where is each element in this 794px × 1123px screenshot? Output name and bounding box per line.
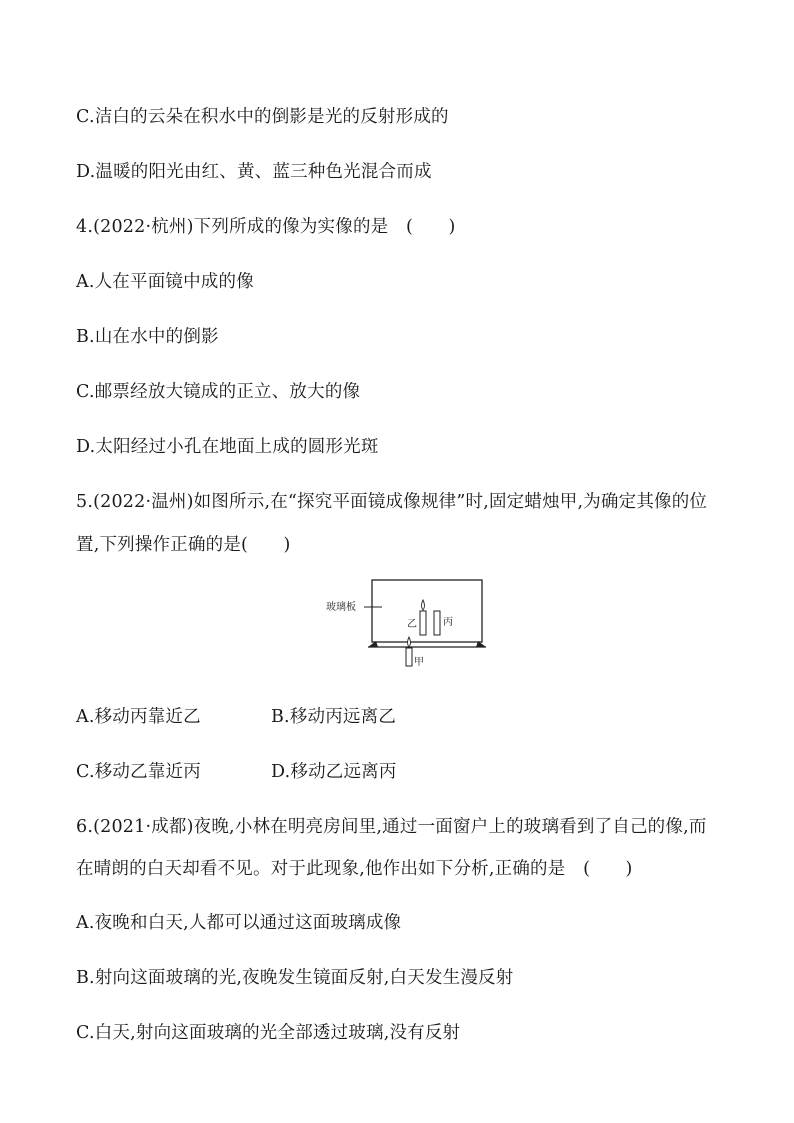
candle-yi-label: 乙: [407, 619, 417, 630]
candle-bing: [434, 611, 440, 635]
q5-experiment-figure: [320, 575, 490, 675]
candle-bing-label: 丙: [443, 617, 453, 628]
q5-option-c: C.移动乙靠近丙: [76, 762, 201, 782]
q3-option-d: D.温暖的阳光由红、黄、蓝三种色光混合而成: [76, 162, 432, 182]
q4-option-a: A.人在平面镜中成的像: [76, 272, 254, 292]
q5-stem-line2: 置,下列操作正确的是( ): [76, 535, 291, 555]
candle-jia-flame: [408, 637, 411, 647]
q6-option-b: B.射向这面玻璃的光,夜晚发生镜面反射,白天发生漫反射: [76, 968, 514, 988]
glass-board-label: 玻璃板: [326, 602, 356, 613]
plane-mirror-diagram: [320, 575, 490, 675]
q4-option-c: C.邮票经放大镜成的正立、放大的像: [76, 382, 361, 402]
candle-yi-flame: [422, 600, 425, 610]
q5-stem-line1: 5.(2022·温州)如图所示,在“探究平面镜成像规律”时,固定蜡烛甲,为确定其像的位: [76, 492, 708, 512]
candle-jia-label: 甲: [414, 657, 424, 668]
q4-option-d: D.太阳经过小孔在地面上成的圆形光斑: [76, 437, 379, 457]
q3-option-c: C.洁白的云朵在积水中的倒影是光的反射形成的: [76, 107, 449, 127]
q6-option-c: C.白天,射向这面玻璃的光全部透过玻璃,没有反射: [76, 1023, 461, 1043]
q5-option-b: B.移动丙远离乙: [271, 707, 397, 727]
candle-yi: [420, 611, 426, 635]
q6-option-a: A.夜晚和白天,人都可以通过这面玻璃成像: [76, 913, 402, 933]
q4-option-b: B.山在水中的倒影: [76, 327, 219, 347]
q4-stem: 4.(2022·杭州)下列所成的像为实像的是 ( ): [76, 217, 456, 237]
q6-stem-line1: 6.(2021·成都)夜晚,小林在明亮房间里,通过一面窗户上的玻璃看到了自己的像,而: [76, 817, 707, 837]
q5-option-d: D.移动乙远离丙: [271, 762, 397, 782]
candle-jia: [406, 648, 412, 666]
glass-board: [372, 580, 482, 642]
q5-option-a: A.移动丙靠近乙: [76, 707, 201, 727]
q6-stem-line2: 在晴朗的白天却看不见。对于此现象,他作出如下分析,正确的是 ( ): [76, 859, 633, 879]
